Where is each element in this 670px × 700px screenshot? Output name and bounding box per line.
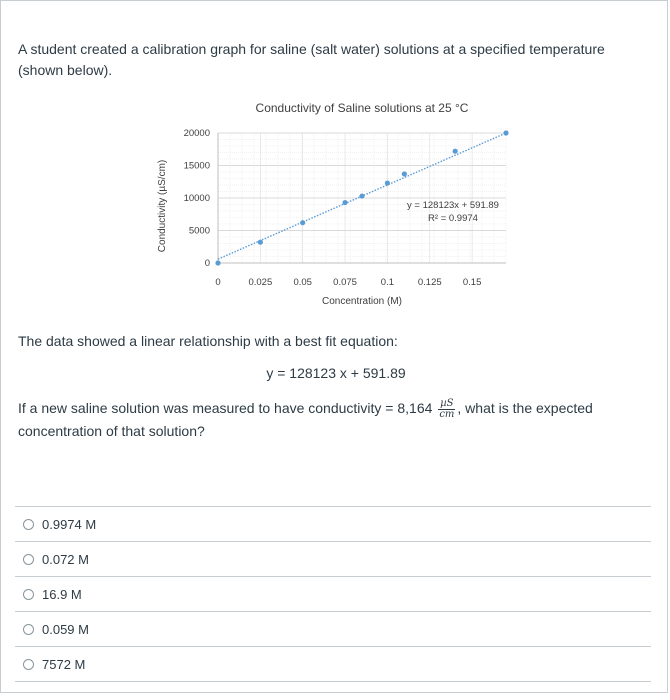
x-tick-label: 0.05 <box>293 277 312 288</box>
linear-relationship-text: The data showed a linear relationship with a best fit equation: <box>18 333 398 349</box>
answer-label: 0.9974 M <box>42 516 97 532</box>
best-fit-equation: y = 128123 x + 591.89 <box>266 365 406 381</box>
radio-button[interactable] <box>23 659 34 670</box>
trendline-equation: y = 128123x + 591.89 <box>407 200 499 211</box>
data-point <box>402 171 407 176</box>
data-point <box>385 180 390 185</box>
data-point <box>453 149 458 154</box>
data-point <box>503 130 508 135</box>
radio-button[interactable] <box>23 519 34 530</box>
x-tick-label: 0 <box>215 277 221 288</box>
question-text-after: , what is the expected concentration of that solution? <box>18 400 593 439</box>
y-tick-label: 0 <box>204 258 210 269</box>
question-text-before: If a new saline solution was measured to have conductivity = 8,164 <box>18 400 433 416</box>
unit-denominator: cm <box>439 408 455 420</box>
data-point <box>359 193 364 198</box>
y-tick-label: 10000 <box>183 193 210 204</box>
x-tick-label: 0.1 <box>380 277 395 288</box>
answer-label: 16.9 M <box>42 586 82 602</box>
data-point <box>300 220 305 225</box>
r-squared-label: R² = 0.9974 <box>428 213 478 224</box>
radio-button[interactable] <box>23 554 34 565</box>
answer-option-1[interactable] <box>15 506 651 541</box>
radio-button[interactable] <box>23 589 34 600</box>
answer-option-3[interactable] <box>15 576 651 611</box>
answer-label: 0.072 M <box>42 551 89 567</box>
y-tick-label: 20000 <box>183 128 210 139</box>
answer-label: 7572 M <box>42 656 86 672</box>
x-tick-label: 0.15 <box>462 277 482 288</box>
unit-numerator: µS <box>440 397 454 409</box>
y-axis-label: Conductivity (µS/cm) <box>157 159 168 253</box>
radio-button[interactable] <box>23 624 34 635</box>
unit-fraction <box>438 399 455 420</box>
x-tick-label: 0.075 <box>333 277 357 288</box>
question-intro: A student created a calibration graph for saline (salt water) solutions at a specified temperature (shown below). <box>18 41 605 78</box>
x-axis-label: Concentration (M) <box>321 296 403 307</box>
question-text <box>18 397 638 442</box>
y-tick-label: 15000 <box>183 160 210 172</box>
data-point <box>342 200 347 205</box>
answer-label: 0.059 M <box>42 621 89 637</box>
calibration-chart <box>151 93 531 313</box>
data-point <box>215 260 220 265</box>
answer-option-4[interactable] <box>15 611 651 646</box>
x-tick-label: 0.025 <box>248 277 273 288</box>
x-tick-label: 0.125 <box>417 277 442 288</box>
data-point <box>258 240 263 245</box>
chart-svg <box>151 93 531 313</box>
answer-option-5[interactable] <box>15 646 651 682</box>
answer-option-2[interactable] <box>15 541 651 576</box>
answer-list <box>15 506 651 682</box>
y-tick-label: 5000 <box>188 225 210 237</box>
chart-title: Conductivity of Saline solutions at 25 °C <box>255 101 469 115</box>
